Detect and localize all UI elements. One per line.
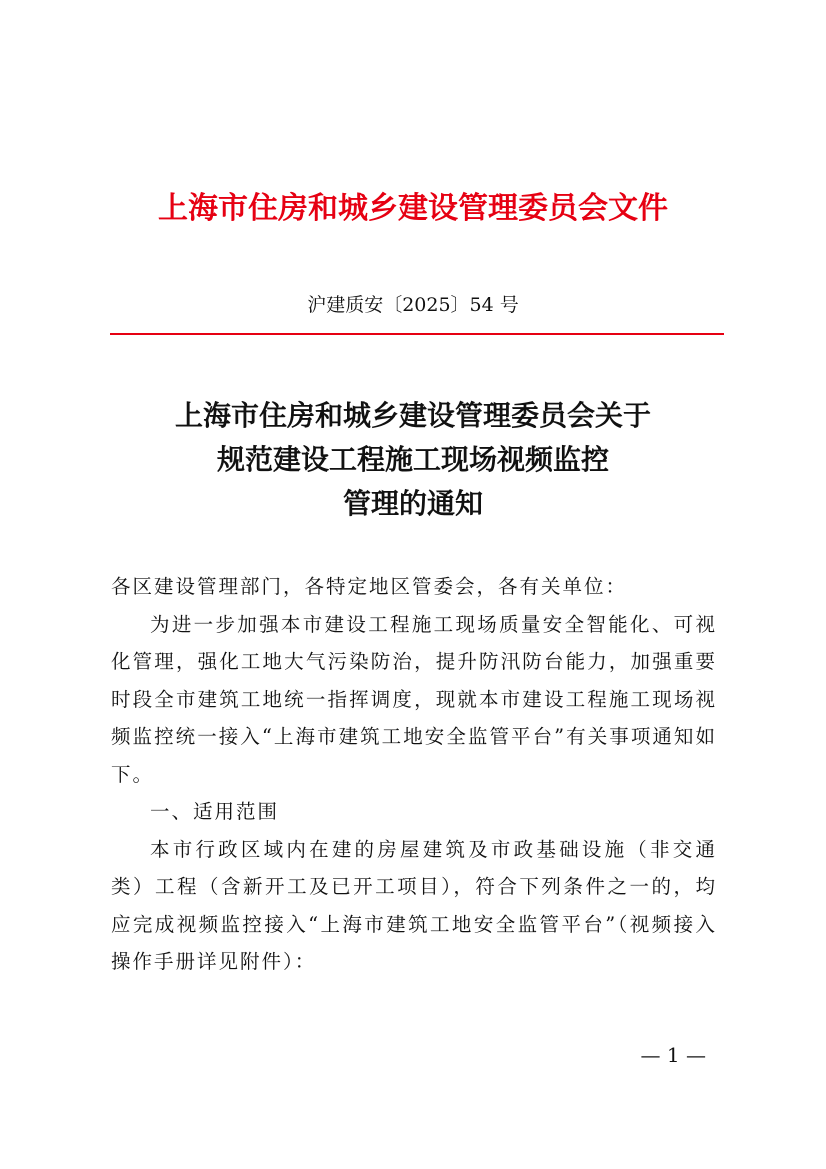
title-line-1: 上海市住房和城乡建设管理委员会关于 [174, 399, 651, 432]
document-title [0, 394, 826, 526]
intro-paragraph: 为进一步加强本市建设工程施工现场质量安全智能化、可视化管理，强化工地大气污染防治，提升防汛防台能力，加强重要时段全市建筑工地统一指挥调度，现就本市建设工程施工现场视频监控统一接入“上海市建筑工地安全监管平台”有关事项通知如下。 [111, 612, 717, 786]
section-scope-paragraph: 本市行政区域内在建的房屋建筑及市政基础设施（非交通类）工程（含新开工及已开工项目），符合下列条件之一的，均应完成视频监控接入“上海市建筑工地安全监管平台”（视频接入操作手册详见附件）： [111, 837, 717, 973]
page-number: — 1 — [640, 1043, 706, 1067]
title-line-2: 规范建设工程施工现场视频监控 [216, 443, 609, 476]
title-line-3: 管理的通知 [342, 487, 483, 520]
document-number: 沪建质安〔2025〕54 号 [307, 294, 519, 316]
document-body [111, 568, 717, 981]
salutation: 各区建设管理部门，各特定地区管委会，各有关单位： [111, 575, 628, 598]
issuer-header: 上海市住房和城乡建设管理委员会文件 [158, 191, 668, 226]
red-divider-line [110, 333, 724, 335]
section-heading-scope: 一、适用范围 [150, 800, 280, 823]
